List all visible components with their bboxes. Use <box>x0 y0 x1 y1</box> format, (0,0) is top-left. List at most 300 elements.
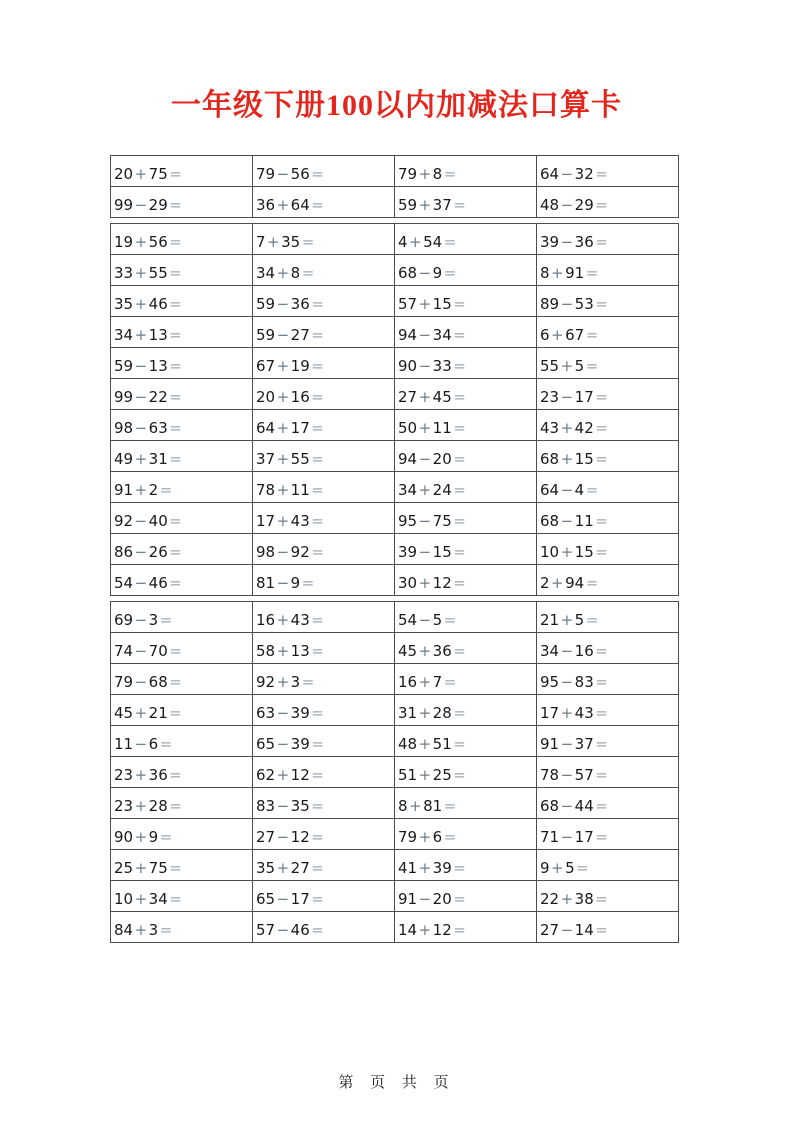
problem-number: 5 <box>584 543 594 561</box>
problem-number: 8 <box>549 512 560 530</box>
operator-sign: − <box>560 233 574 251</box>
problem-number: 2 <box>256 828 266 846</box>
problem-cell <box>253 602 395 633</box>
table-row <box>111 850 679 881</box>
problem-number: 9 <box>265 295 276 313</box>
problem-number: 8 <box>265 481 276 499</box>
problem-number: 5 <box>123 704 134 722</box>
problem-cell <box>395 317 537 348</box>
problems-table <box>110 601 679 943</box>
equals-sign: = <box>169 797 182 815</box>
problem-cell <box>537 317 679 348</box>
operator-sign: − <box>560 673 574 691</box>
problem-number: 5 <box>574 611 585 629</box>
equals-sign: = <box>585 326 599 344</box>
problem-number: 2 <box>432 766 443 784</box>
problem-number: 9 <box>114 388 124 406</box>
problem-cell <box>395 286 537 317</box>
problem-number: 4 <box>290 611 301 629</box>
problem-number: 7 <box>265 450 276 468</box>
problem-number: 2 <box>540 388 550 406</box>
problem-number: 7 <box>407 295 418 313</box>
problem-number: 3 <box>574 233 585 251</box>
problem-number: 5 <box>584 450 594 468</box>
operator-sign: − <box>276 828 290 846</box>
problem-number: 2 <box>114 165 124 183</box>
problem-number: 6 <box>540 165 550 183</box>
problem-number: 1 <box>574 388 585 406</box>
problem-number: 4 <box>265 264 276 282</box>
problem-number: 9 <box>158 196 168 214</box>
problem-cell <box>537 156 679 187</box>
operator-sign: + <box>560 543 574 561</box>
problem-number: 3 <box>398 481 408 499</box>
operator-sign: − <box>276 326 290 344</box>
problem-number: 6 <box>158 233 168 251</box>
problem-number: 2 <box>432 890 443 908</box>
problem-number: 9 <box>265 326 276 344</box>
problem-number: 5 <box>148 264 159 282</box>
operator-sign: − <box>418 543 432 561</box>
problem-number: 9 <box>407 543 418 561</box>
problem-number: 3 <box>148 921 159 939</box>
equals-sign: = <box>159 828 173 846</box>
problem-number: 3 <box>432 326 443 344</box>
worksheet-title: 一年级下册100以内加减法口算卡 <box>171 89 622 122</box>
problem-cell <box>253 819 395 850</box>
problem-number: 1 <box>290 766 301 784</box>
equals-sign: = <box>443 611 457 629</box>
problem-number: 9 <box>432 264 443 282</box>
problem-cell <box>253 881 395 912</box>
problem-cell <box>111 695 253 726</box>
problem-number: 9 <box>123 233 134 251</box>
problem-cell <box>111 819 253 850</box>
problem-number: 5 <box>398 766 408 784</box>
problem-number: 7 <box>584 766 594 784</box>
problem-number: 4 <box>574 797 585 815</box>
operator-sign: + <box>551 859 564 877</box>
problem-number: 6 <box>300 295 310 313</box>
problem-number: 1 <box>432 574 443 592</box>
problem-number: 5 <box>290 165 301 183</box>
problem-number: 6 <box>256 419 266 437</box>
problem-cell <box>253 472 395 503</box>
problem-number: 9 <box>123 611 134 629</box>
equals-sign: = <box>311 450 324 468</box>
problem-number: 7 <box>540 828 550 846</box>
equals-sign: = <box>301 233 315 251</box>
problem-cell <box>537 726 679 757</box>
problem-number: 5 <box>398 295 408 313</box>
equals-sign: = <box>301 673 315 691</box>
operator-sign: − <box>418 326 432 344</box>
problem-number: 4 <box>407 326 418 344</box>
page-footer: 第 页 共 页 <box>338 1073 455 1091</box>
equals-sign: = <box>159 481 173 499</box>
problem-number: 1 <box>574 543 585 561</box>
problem-number: 8 <box>256 797 266 815</box>
equals-sign: = <box>443 233 457 251</box>
operator-sign: − <box>134 642 148 660</box>
equals-sign: = <box>595 543 608 561</box>
problem-number: 2 <box>148 196 159 214</box>
table-row <box>111 441 679 472</box>
problem-number: 7 <box>398 165 408 183</box>
problem-number: 1 <box>256 512 266 530</box>
equals-sign: = <box>169 196 182 214</box>
problem-number: 7 <box>148 859 159 877</box>
problem-number: 6 <box>256 704 266 722</box>
equals-sign: = <box>301 264 315 282</box>
problem-number: 2 <box>432 704 443 722</box>
problem-number: 2 <box>442 921 452 939</box>
problem-cell <box>253 286 395 317</box>
problem-number: 3 <box>432 357 443 375</box>
problem-number: 1 <box>432 797 443 815</box>
problem-cell <box>395 695 537 726</box>
problem-cell <box>537 379 679 410</box>
operator-sign: − <box>560 797 574 815</box>
table-row <box>111 664 679 695</box>
operator-sign: + <box>134 828 148 846</box>
problem-number: 1 <box>574 921 585 939</box>
operator-sign: + <box>276 642 290 660</box>
problem-cell <box>111 286 253 317</box>
problem-number: 3 <box>584 673 594 691</box>
equals-sign: = <box>311 828 324 846</box>
operator-sign: + <box>276 512 290 530</box>
problem-number: 0 <box>265 388 276 406</box>
problem-number: 5 <box>442 388 452 406</box>
equals-sign: = <box>311 611 324 629</box>
problem-number: 5 <box>300 797 310 815</box>
problem-cell <box>395 881 537 912</box>
operator-sign: − <box>418 611 432 629</box>
problem-number: 4 <box>290 921 301 939</box>
problem-number: 9 <box>442 859 452 877</box>
problem-number: 8 <box>574 673 585 691</box>
problem-number: 3 <box>442 357 452 375</box>
operator-sign: − <box>418 890 432 908</box>
table-row <box>111 286 679 317</box>
problem-number: 2 <box>265 766 276 784</box>
problem-number: 4 <box>265 419 276 437</box>
operator-sign: + <box>418 859 432 877</box>
equals-sign: = <box>311 890 324 908</box>
problem-number: 6 <box>584 233 594 251</box>
operator-sign: − <box>134 196 148 214</box>
operator-sign: + <box>276 450 290 468</box>
problem-number: 3 <box>290 797 301 815</box>
equals-sign: = <box>169 295 182 313</box>
problem-number: 6 <box>407 673 418 691</box>
equals-sign: = <box>311 766 324 784</box>
problem-cell <box>395 224 537 255</box>
problem-cell <box>111 348 253 379</box>
equals-sign: = <box>585 357 599 375</box>
operator-sign: − <box>276 735 290 753</box>
problem-number: 1 <box>123 481 134 499</box>
problem-cell <box>537 472 679 503</box>
problem-number: 4 <box>398 642 408 660</box>
problem-cell <box>253 695 395 726</box>
operator-sign: + <box>276 388 290 406</box>
equals-sign: = <box>169 165 182 183</box>
problem-cell <box>111 503 253 534</box>
problem-number: 8 <box>265 543 276 561</box>
problem-number: 9 <box>398 890 408 908</box>
problem-number: 2 <box>549 890 560 908</box>
operator-sign: − <box>276 295 290 313</box>
problem-number: 2 <box>158 388 168 406</box>
table-row <box>111 156 679 187</box>
equals-sign: = <box>311 165 324 183</box>
table-row <box>111 726 679 757</box>
operator-sign: + <box>551 264 564 282</box>
problem-number: 4 <box>574 481 585 499</box>
problem-cell <box>111 757 253 788</box>
problem-number: 5 <box>549 357 560 375</box>
equals-sign: = <box>595 642 608 660</box>
problem-cell <box>537 441 679 472</box>
equals-sign: = <box>311 357 324 375</box>
equals-sign: = <box>159 735 173 753</box>
problem-cell <box>111 379 253 410</box>
problem-number: 8 <box>549 450 560 468</box>
problem-number: 3 <box>398 543 408 561</box>
problem-cell <box>395 788 537 819</box>
table-row <box>111 912 679 943</box>
problem-number: 3 <box>549 388 560 406</box>
problem-number: 0 <box>442 890 452 908</box>
problem-number: 6 <box>442 642 452 660</box>
problem-cell <box>253 348 395 379</box>
problem-number: 3 <box>123 264 134 282</box>
problem-cell <box>111 881 253 912</box>
problem-cell <box>537 912 679 943</box>
problem-number: 2 <box>432 450 443 468</box>
equals-sign: = <box>159 611 173 629</box>
operator-sign: − <box>276 543 290 561</box>
operator-sign: − <box>560 481 574 499</box>
operator-sign: + <box>560 611 574 629</box>
equals-sign: = <box>453 295 466 313</box>
problem-number: 2 <box>540 611 550 629</box>
operator-sign: + <box>276 766 290 784</box>
operator-sign: + <box>560 890 574 908</box>
equals-sign: = <box>311 921 324 939</box>
problem-cell <box>111 726 253 757</box>
problem-number: 8 <box>540 264 550 282</box>
equals-sign: = <box>311 326 324 344</box>
table-row <box>111 602 679 633</box>
problem-number: 4 <box>123 642 134 660</box>
equals-sign: = <box>595 704 608 722</box>
problem-number: 9 <box>265 165 276 183</box>
problem-number: 2 <box>123 512 134 530</box>
problem-number: 1 <box>407 890 418 908</box>
problem-cell <box>537 534 679 565</box>
operator-sign: + <box>276 419 290 437</box>
problem-number: 8 <box>549 766 560 784</box>
operator-sign: − <box>134 574 148 592</box>
problem-number: 7 <box>407 388 418 406</box>
problem-number: 1 <box>584 512 594 530</box>
problem-number: 0 <box>442 450 452 468</box>
problem-cell <box>253 441 395 472</box>
problem-number: 5 <box>432 735 443 753</box>
equals-sign: = <box>453 921 466 939</box>
problem-cell <box>111 850 253 881</box>
problem-number: 9 <box>123 196 134 214</box>
equals-sign: = <box>311 859 324 877</box>
problem-number: 9 <box>407 196 418 214</box>
problem-number: 1 <box>442 419 452 437</box>
problem-cell <box>395 410 537 441</box>
problem-number: 6 <box>540 326 550 344</box>
problem-number: 4 <box>148 295 159 313</box>
problem-cell <box>537 503 679 534</box>
problem-cell <box>253 410 395 441</box>
problem-number: 0 <box>407 357 418 375</box>
problem-number: 1 <box>574 264 585 282</box>
problem-number: 6 <box>256 890 266 908</box>
problem-number: 0 <box>407 574 418 592</box>
equals-sign: = <box>443 673 457 691</box>
problem-number: 6 <box>300 165 310 183</box>
problem-number: 8 <box>158 673 168 691</box>
problem-number: 3 <box>265 797 276 815</box>
problem-number: 7 <box>300 326 310 344</box>
problem-number: 1 <box>290 388 301 406</box>
operator-sign: + <box>418 673 432 691</box>
operator-sign: − <box>134 419 148 437</box>
problem-number: 9 <box>549 295 560 313</box>
problem-number: 7 <box>256 233 266 251</box>
problem-number: 5 <box>398 611 408 629</box>
problem-number: 4 <box>158 890 168 908</box>
operator-sign: + <box>418 642 432 660</box>
problem-number: 3 <box>256 264 266 282</box>
equals-sign: = <box>311 642 324 660</box>
equals-sign: = <box>595 512 608 530</box>
operator-sign: + <box>418 419 432 437</box>
table-row <box>111 348 679 379</box>
operator-sign: + <box>276 357 290 375</box>
operator-sign: + <box>134 295 148 313</box>
problem-cell <box>111 912 253 943</box>
problem-number: 0 <box>123 890 134 908</box>
table-row <box>111 534 679 565</box>
problem-cell <box>253 788 395 819</box>
problem-number: 8 <box>423 797 433 815</box>
problem-number: 1 <box>407 859 418 877</box>
operator-sign: − <box>560 642 574 660</box>
problem-number: 4 <box>432 388 443 406</box>
equals-sign: = <box>453 543 466 561</box>
problem-number: 3 <box>256 450 266 468</box>
problem-number: 5 <box>256 326 266 344</box>
problem-number: 8 <box>442 704 452 722</box>
problem-number: 4 <box>574 419 585 437</box>
problem-number: 6 <box>300 388 310 406</box>
problem-cell <box>111 255 253 286</box>
problem-cell <box>253 187 395 218</box>
problem-number: 4 <box>123 921 134 939</box>
problem-number: 9 <box>300 735 310 753</box>
problem-cell <box>537 255 679 286</box>
problem-number: 7 <box>300 419 310 437</box>
problem-number: 6 <box>158 574 168 592</box>
problem-number: 2 <box>148 388 159 406</box>
problem-number: 6 <box>565 326 575 344</box>
equals-sign: = <box>311 196 324 214</box>
operator-sign: + <box>418 481 432 499</box>
problem-cell <box>537 224 679 255</box>
problem-number: 6 <box>158 766 168 784</box>
problem-number: 4 <box>407 450 418 468</box>
problem-number: 3 <box>540 233 550 251</box>
table-row <box>111 255 679 286</box>
problem-number: 5 <box>290 233 301 251</box>
problems-table <box>110 223 679 596</box>
problem-number: 9 <box>549 233 560 251</box>
problem-cell <box>537 348 679 379</box>
problem-number: 5 <box>540 357 550 375</box>
equals-sign: = <box>169 859 182 877</box>
equals-sign: = <box>453 419 466 437</box>
problem-number: 1 <box>432 543 443 561</box>
problem-number: 5 <box>574 357 585 375</box>
problem-number: 7 <box>398 828 408 846</box>
equals-sign: = <box>595 450 608 468</box>
problem-number: 4 <box>549 481 560 499</box>
problem-number: 8 <box>123 419 134 437</box>
problem-number: 6 <box>256 357 266 375</box>
problem-number: 5 <box>423 233 433 251</box>
equals-sign: = <box>595 735 608 753</box>
problem-number: 7 <box>549 921 560 939</box>
problem-number: 5 <box>114 357 124 375</box>
problem-number: 4 <box>407 611 418 629</box>
problem-number: 8 <box>549 196 560 214</box>
problem-number: 8 <box>290 264 301 282</box>
operator-sign: − <box>560 295 574 313</box>
equals-sign: = <box>169 543 182 561</box>
problem-cell <box>395 534 537 565</box>
problem-number: 0 <box>407 419 418 437</box>
operator-sign: − <box>418 357 432 375</box>
problem-number: 5 <box>158 165 168 183</box>
problem-number: 1 <box>432 295 443 313</box>
operator-sign: + <box>551 574 564 592</box>
problem-number: 9 <box>407 165 418 183</box>
problem-number: 4 <box>442 326 452 344</box>
equals-sign: = <box>443 165 457 183</box>
problem-number: 7 <box>432 673 443 691</box>
equals-sign: = <box>311 704 324 722</box>
problem-number: 7 <box>584 388 594 406</box>
problem-number: 2 <box>148 481 159 499</box>
equals-sign: = <box>453 574 466 592</box>
problem-number: 1 <box>290 828 301 846</box>
operator-sign: − <box>134 512 148 530</box>
equals-sign: = <box>453 512 466 530</box>
problem-number: 1 <box>574 512 585 530</box>
equals-sign: = <box>169 673 182 691</box>
problem-cell <box>537 664 679 695</box>
